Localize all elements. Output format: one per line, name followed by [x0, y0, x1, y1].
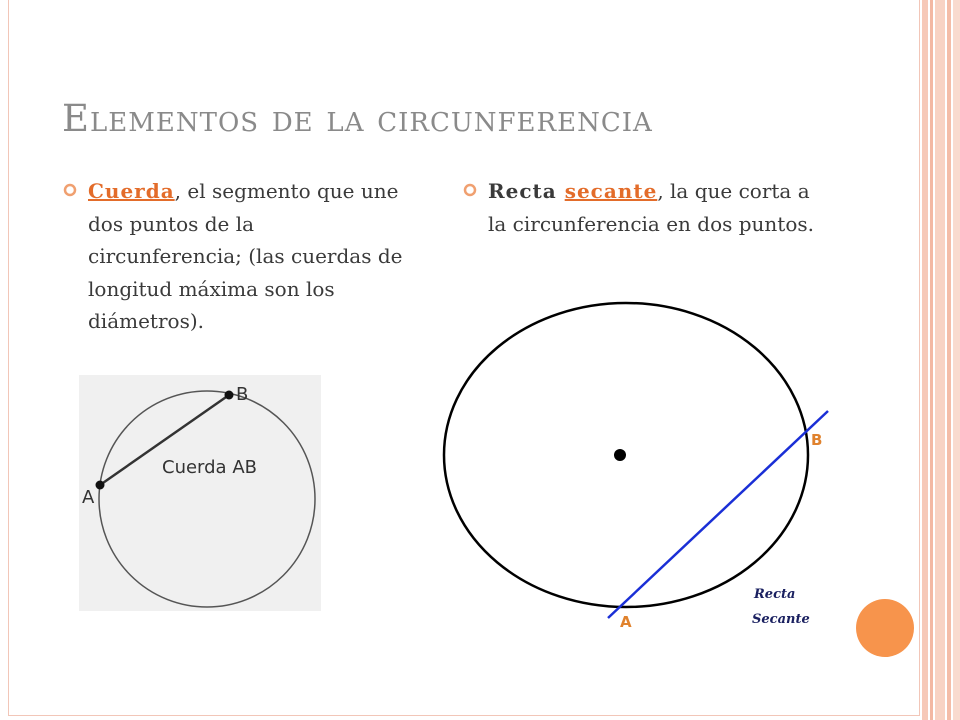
link-secante[interactable]: secante	[564, 179, 658, 203]
chord-label: Cuerda AB	[162, 457, 257, 478]
label-a: A	[620, 613, 632, 631]
decorative-orange-circle	[856, 599, 914, 657]
point-a	[96, 481, 105, 490]
secant-label-line1: Recta	[754, 587, 796, 602]
chord-figure	[79, 375, 321, 611]
slide-title: Elementos de la circunferencia	[62, 97, 653, 140]
bullet-ring-icon	[63, 183, 77, 197]
chord-diagram	[79, 375, 321, 611]
label-b: B	[811, 431, 823, 449]
right-stripe-2	[930, 0, 933, 720]
right-stripe-5	[953, 0, 960, 720]
link-cuerda[interactable]: Cuerda	[88, 179, 175, 203]
center-point	[614, 449, 626, 461]
right-stripe-4	[947, 0, 951, 720]
secant-diagram	[440, 298, 835, 638]
right-stripe-1	[922, 0, 928, 720]
label-a: A	[82, 487, 95, 508]
bullet-ring-icon	[463, 183, 477, 197]
bullet-secante-bold: Recta	[488, 179, 565, 203]
right-stripe-3	[935, 0, 945, 720]
secant-figure	[440, 298, 835, 638]
label-b: B	[236, 384, 249, 405]
point-b	[225, 391, 234, 400]
bullet-secante	[488, 175, 828, 240]
bullet-cuerda	[88, 175, 408, 338]
bullet-cuerda-text: , el segmento que une dos puntos de la circunferencia; (las cuerdas de longitud máxima son los diámetros).	[88, 179, 403, 333]
chord-circle	[99, 391, 315, 607]
secant-label-line2: Secante	[752, 612, 810, 627]
bullet-secante-text: , la que corta a la circunferencia en dos puntos.	[488, 179, 814, 236]
